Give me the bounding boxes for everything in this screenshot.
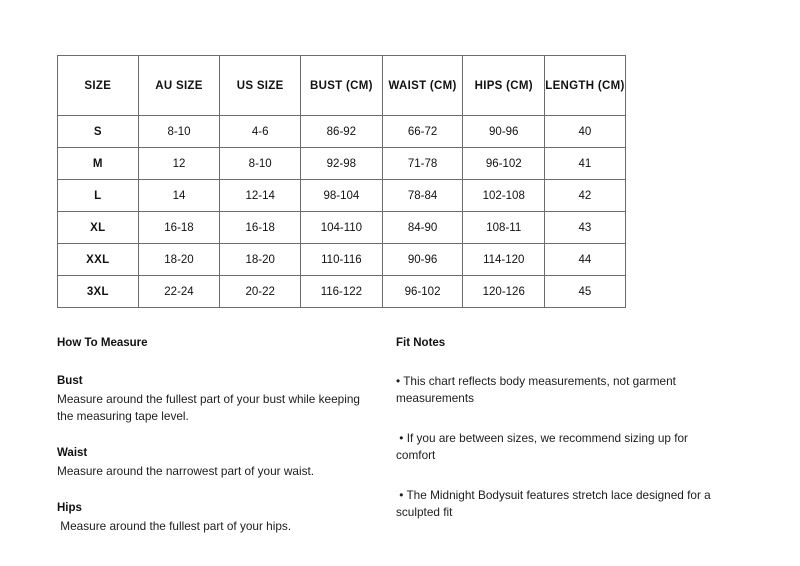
column-header-bust: BUST (CM) bbox=[301, 56, 383, 116]
fit-note-item: • The Midnight Bodysuit features stretch lace designed for a sculpted fit bbox=[396, 487, 715, 519]
cell-au: 8-10 bbox=[138, 116, 220, 148]
cell-us: 12-14 bbox=[220, 180, 301, 212]
cell-hips: 114-120 bbox=[463, 244, 545, 276]
measure-description-hips: Measure around the fullest part of your hips. bbox=[57, 519, 292, 534]
cell-hips: 96-102 bbox=[463, 148, 545, 180]
cell-bust: 116-122 bbox=[301, 276, 383, 308]
column-header-us: US SIZE bbox=[220, 56, 301, 116]
cell-length: 44 bbox=[545, 244, 626, 276]
cell-length: 40 bbox=[545, 116, 626, 148]
column-header-length: LENGTH (CM) bbox=[545, 56, 626, 116]
cell-waist: 84-90 bbox=[382, 212, 463, 244]
cell-length: 43 bbox=[545, 212, 626, 244]
fit-notes-heading: Fit Notes bbox=[396, 337, 446, 349]
how-to-measure-column bbox=[57, 336, 377, 555]
notes-section bbox=[0, 336, 800, 566]
cell-hips: 120-126 bbox=[463, 276, 545, 308]
cell-bust: 98-104 bbox=[301, 180, 383, 212]
cell-au: 16-18 bbox=[138, 212, 220, 244]
measure-description-bust: Measure around the fullest part of your bust while keeping the measuring tape level. bbox=[57, 391, 364, 423]
cell-waist: 71-78 bbox=[382, 148, 463, 180]
cell-au: 14 bbox=[138, 180, 220, 212]
column-header-size: SIZE bbox=[58, 56, 139, 116]
cell-us: 18-20 bbox=[220, 244, 301, 276]
measure-item-waist bbox=[57, 445, 377, 480]
cell-size: S bbox=[58, 116, 139, 148]
cell-waist: 66-72 bbox=[382, 116, 463, 148]
cell-bust: 110-116 bbox=[301, 244, 383, 276]
measure-term-bust: Bust bbox=[57, 374, 83, 387]
table-row bbox=[58, 212, 730, 244]
cell-size: M bbox=[58, 148, 139, 180]
cell-hips: 90-96 bbox=[463, 116, 545, 148]
column-header-hips: HIPS (CM) bbox=[463, 56, 545, 116]
cell-us: 20-22 bbox=[220, 276, 301, 308]
cell-us: 16-18 bbox=[220, 212, 301, 244]
cell-hips: 108-11 bbox=[463, 212, 545, 244]
table-row bbox=[58, 148, 730, 180]
cell-size: 3XL bbox=[58, 276, 139, 308]
cell-au: 18-20 bbox=[138, 244, 220, 276]
cell-size: L bbox=[58, 180, 139, 212]
column-header-waist: WAIST (CM) bbox=[382, 56, 463, 116]
cell-us: 4-6 bbox=[220, 116, 301, 148]
fit-note-item: • If you are between sizes, we recommend sizing up for comfort bbox=[396, 430, 692, 462]
cell-size: XL bbox=[58, 212, 139, 244]
column-header-au: AU SIZE bbox=[138, 56, 220, 116]
cell-length: 45 bbox=[545, 276, 626, 308]
cell-size: XXL bbox=[58, 244, 139, 276]
fit-notes-column bbox=[396, 336, 716, 521]
cell-bust: 104-110 bbox=[301, 212, 383, 244]
cell-bust: 92-98 bbox=[301, 148, 383, 180]
cell-length: 41 bbox=[545, 148, 626, 180]
cell-us: 8-10 bbox=[220, 148, 301, 180]
fit-note-item: • This chart reflects body measurements, not garment measurements bbox=[396, 373, 680, 405]
cell-hips: 102-108 bbox=[463, 180, 545, 212]
size-chart-table bbox=[57, 55, 730, 308]
measure-item-bust bbox=[57, 373, 377, 425]
cell-waist: 90-96 bbox=[382, 244, 463, 276]
cell-au: 22-24 bbox=[138, 276, 220, 308]
cell-waist: 96-102 bbox=[382, 276, 463, 308]
table-row bbox=[58, 180, 730, 212]
size-chart-table-container bbox=[57, 55, 730, 308]
table-row bbox=[58, 116, 730, 148]
cell-bust: 86-92 bbox=[301, 116, 383, 148]
measure-term-waist: Waist bbox=[57, 446, 88, 459]
table-row bbox=[58, 244, 730, 276]
measure-term-hips: Hips bbox=[57, 501, 82, 514]
cell-length: 42 bbox=[545, 180, 626, 212]
cell-waist: 78-84 bbox=[382, 180, 463, 212]
measure-description-waist: Measure around the narrowest part of your waist. bbox=[57, 463, 315, 478]
measure-item-hips bbox=[57, 500, 377, 535]
table-header-row bbox=[58, 56, 730, 116]
table-row bbox=[58, 276, 730, 308]
how-to-measure-heading: How To Measure bbox=[57, 337, 148, 349]
cell-au: 12 bbox=[138, 148, 220, 180]
